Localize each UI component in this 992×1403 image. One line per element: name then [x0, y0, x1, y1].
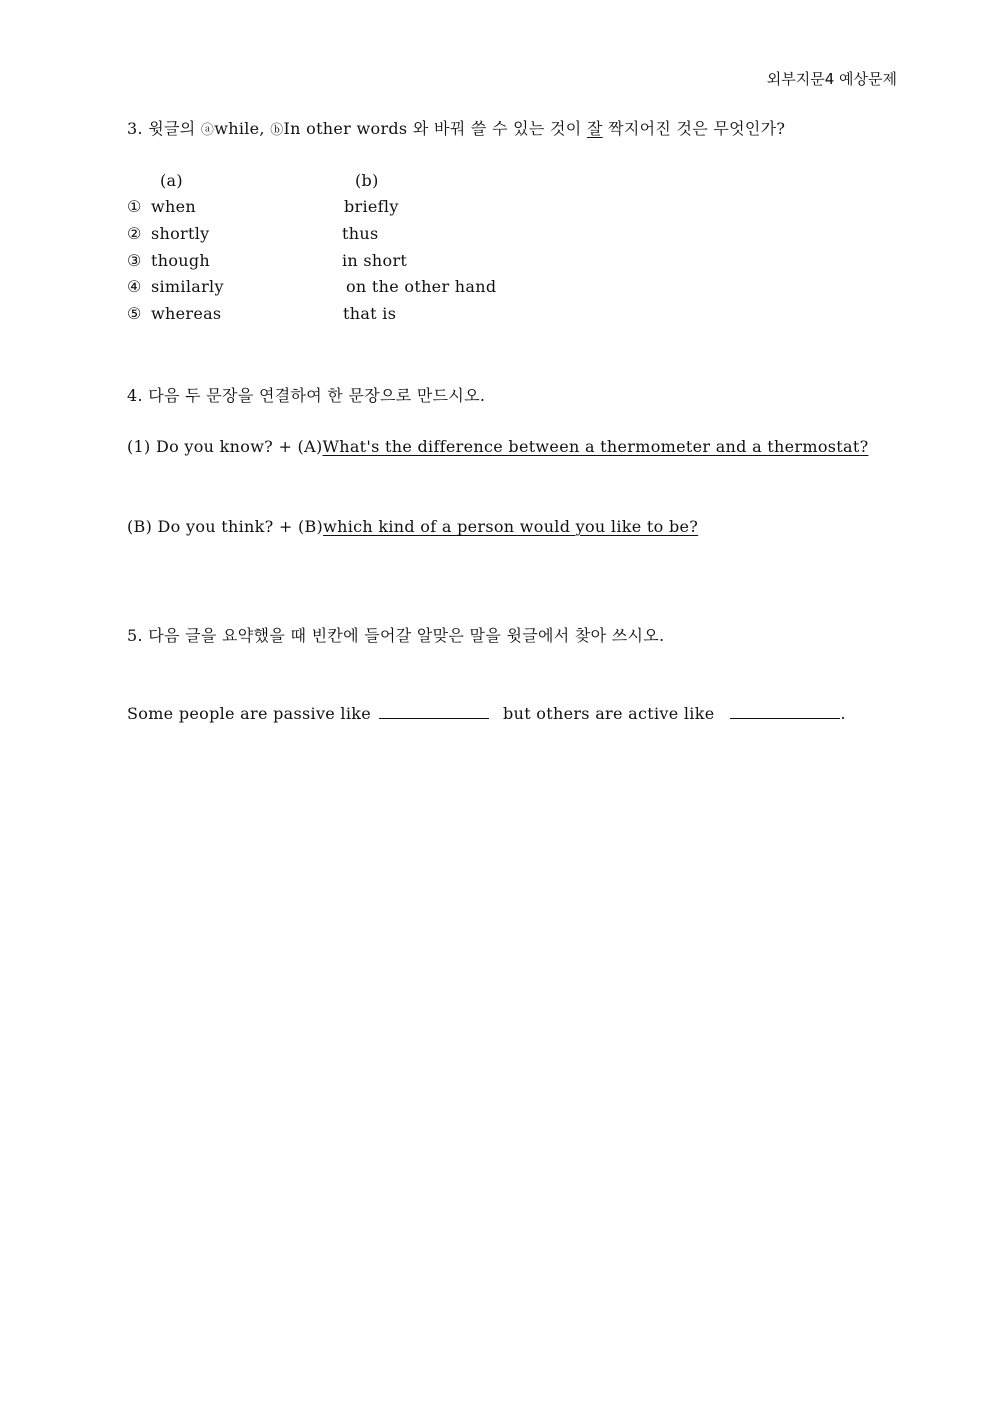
option-b-text: on the other hand	[346, 277, 497, 296]
summary-end: .	[840, 704, 846, 723]
summary-part-2: but others are active like	[503, 704, 715, 723]
option-a-text: similarly	[151, 277, 224, 296]
option-symbol: ④	[127, 277, 142, 296]
option-b-text: in short	[342, 251, 408, 270]
option-symbol: ①	[127, 197, 142, 216]
option-symbol: ⑤	[127, 304, 142, 323]
prompt-end: 짝지어진 것은 무엇인가?	[602, 119, 786, 138]
option-row-4	[127, 277, 224, 296]
option-row-1	[127, 197, 196, 216]
underlined-sentence: What's the difference between a thermometer and a thermostat?	[322, 437, 869, 456]
marker-b: ⓑ	[270, 123, 284, 138]
column-b-header: (b)	[355, 171, 379, 190]
option-symbol: ③	[127, 251, 142, 270]
page-header-title: 외부지문4 예상문제	[766, 70, 897, 88]
column-a-header: (a)	[160, 171, 183, 190]
word-b: In other words 와 바꿔 쓸 수 있는 것이	[283, 119, 587, 138]
question-4-item-2	[127, 517, 698, 536]
option-row-3	[127, 251, 210, 270]
option-b-text: that is	[343, 304, 397, 323]
option-a-text: when	[151, 197, 196, 216]
answer-blank-1[interactable]	[379, 717, 489, 719]
summary-sentence	[127, 704, 846, 723]
item-prefix: (B) Do you think? + (B)	[127, 517, 324, 536]
question-4-item-1	[127, 437, 868, 456]
underlined-word: 잘	[586, 119, 603, 138]
option-row-2	[127, 224, 209, 243]
option-symbol: ②	[127, 224, 142, 243]
marker-a: ⓐ	[200, 123, 215, 138]
option-a-text: shortly	[151, 224, 210, 243]
prompt-text: 윗글의	[148, 119, 201, 138]
option-b-text: thus	[342, 224, 379, 243]
word-a: while,	[214, 119, 271, 138]
option-a-text: though	[151, 251, 211, 270]
question-3-prompt	[127, 116, 785, 139]
question-4-prompt: 4. 다음 두 문장을 연결하여 한 문장으로 만드시오.	[127, 386, 486, 405]
question-5-prompt: 5. 다음 글을 요약했을 때 빈칸에 들어갈 알맞은 말을 윗글에서 찾아 쓰시오.	[127, 626, 665, 645]
underlined-sentence: which kind of a person would you like to be?	[323, 517, 699, 536]
option-a-text: whereas	[151, 304, 222, 323]
summary-part-1: Some people are passive like	[127, 704, 372, 723]
question-number: 3.	[127, 119, 143, 138]
option-row-5	[127, 304, 221, 323]
option-b-text: briefly	[344, 197, 399, 216]
item-prefix: (1) Do you know? + (A)	[127, 437, 323, 456]
answer-blank-2[interactable]	[730, 717, 840, 719]
